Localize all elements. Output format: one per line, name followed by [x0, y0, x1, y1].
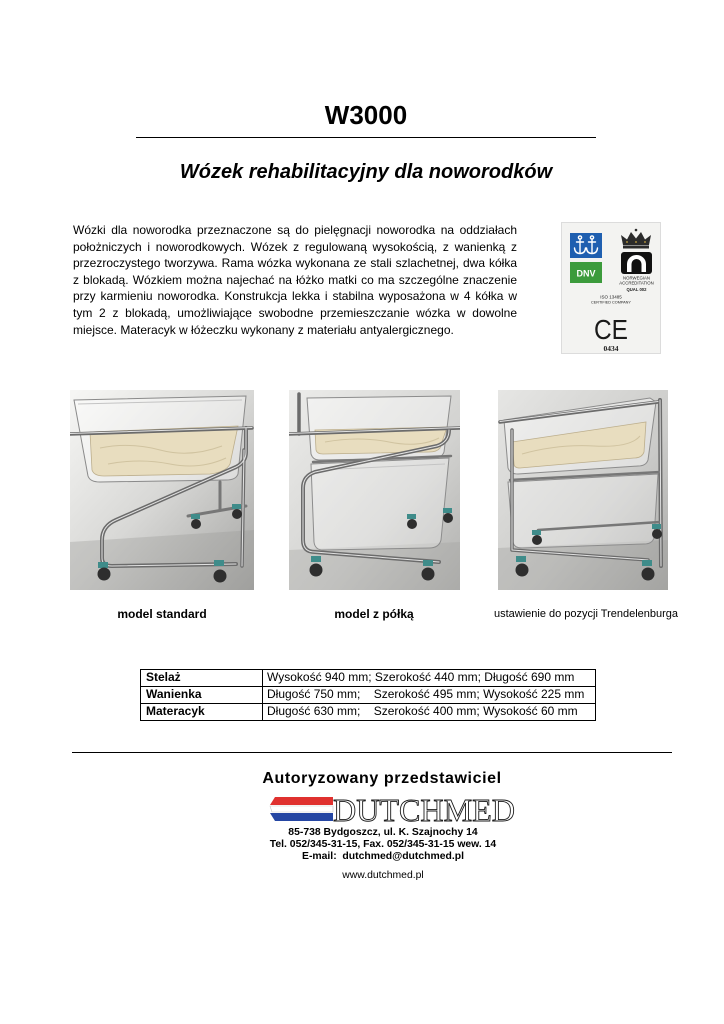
wheel [443, 508, 453, 523]
notified-body-number: 0434 [603, 344, 619, 353]
spec-label: Wanienka [141, 687, 263, 704]
wheel [652, 524, 662, 539]
description-line: przezroczystego tworzywa. Rama wózka wykonana ze stali szlachetnej, dwa kółka [73, 256, 517, 271]
description-line: przy karmieniu noworodka. Konstrukcja lekka i stabilna wyposażona w 4 kółka w [73, 289, 517, 304]
spec-value: Długość 750 mm; Szerokość 495 mm; Wysokość 225 mm [263, 687, 596, 704]
table-row [141, 704, 596, 721]
wheel [532, 530, 542, 545]
photo-caption-shelf: model z półką [334, 607, 414, 621]
description-line: z blokadą. Wózkiem można najechać na łóżko matki co ma szczególne znaczenie [73, 272, 517, 287]
svg-text:DNV: DNV [576, 268, 596, 279]
spec-value: Wysokość 940 mm; Szerokość 440 mm; Długość 690 mm [263, 670, 596, 687]
dutchmed-logo [268, 794, 518, 824]
wheel [422, 560, 435, 581]
postal-address: 85-738 Bydgoszcz, ul. K. Szajnochy 14 [288, 827, 478, 838]
flag-stripes-logo [270, 797, 333, 821]
website-link[interactable]: www.dutchmed.pl [342, 870, 424, 881]
product-photo-trendelenburg [498, 390, 668, 590]
phone-fax: Tel. 052/345-31-15, Fax. 052/345-31-15 wew. 14 [269, 839, 497, 850]
title-divider [136, 137, 596, 138]
brand-name: DUTCHMED [333, 794, 515, 824]
email-address[interactable]: E-mail: dutchmed@dutchmed.pl [302, 851, 464, 862]
footer-divider [72, 752, 672, 753]
svg-text:QUAL 002: QUAL 002 [626, 287, 647, 292]
wheel [407, 514, 417, 529]
photo-caption-standard: model standard [117, 607, 207, 621]
svg-text:NORWEGIAN: NORWEGIAN [623, 275, 650, 281]
description-line: położniczych i noworodkowych. Wózek z regulowaną wysokością, z wanienką z [73, 239, 517, 254]
page-subtitle: Wózek rehabilitacyjny dla noworodków [179, 161, 553, 183]
product-photo-standard [70, 390, 254, 590]
wheel [232, 504, 242, 519]
iso-label: ISO 13485 [600, 294, 622, 300]
specifications-table [140, 669, 596, 721]
ce-mark: CE [594, 314, 628, 345]
accreditation-logo [619, 229, 653, 292]
wheel [310, 556, 323, 577]
description-line: miejsce. Materacyk w łóżeczku wykonany z materiału antyalergicznego. [73, 322, 454, 337]
product-photo-shelf [289, 390, 460, 590]
spec-label: Materacyk [141, 704, 263, 721]
photo-caption-trendelenburg: ustawienie do pozycji Trendelenburga [493, 608, 679, 620]
spec-label: Stelaż [141, 670, 263, 687]
table-row [141, 687, 596, 704]
table-row [141, 670, 596, 687]
shelf-tub [508, 474, 658, 548]
certification-logos [561, 222, 661, 354]
wheel [191, 514, 201, 529]
spec-value: Długość 630 mm; Szerokość 400 mm; Wysokość 60 mm [263, 704, 596, 721]
description-line: tym 2 z blokadą, umożliwiające swobodne przemieszczanie wózka w dowolne [73, 305, 517, 320]
shelf-tub [311, 458, 449, 550]
dnv-logo [570, 233, 602, 283]
description-line: Wózki dla noworodka przeznaczone są do pielęgnacji noworodka na oddziałach [73, 223, 517, 237]
contact-block [183, 827, 583, 863]
svg-text:ACCREDITATION: ACCREDITATION [619, 280, 654, 286]
page-title: W3000 [324, 100, 408, 130]
iso-caption: CERTIFIED COMPANY [591, 300, 631, 305]
product-description [73, 222, 517, 338]
representative-heading: Autoryzowany przedstawiciel [262, 770, 502, 787]
